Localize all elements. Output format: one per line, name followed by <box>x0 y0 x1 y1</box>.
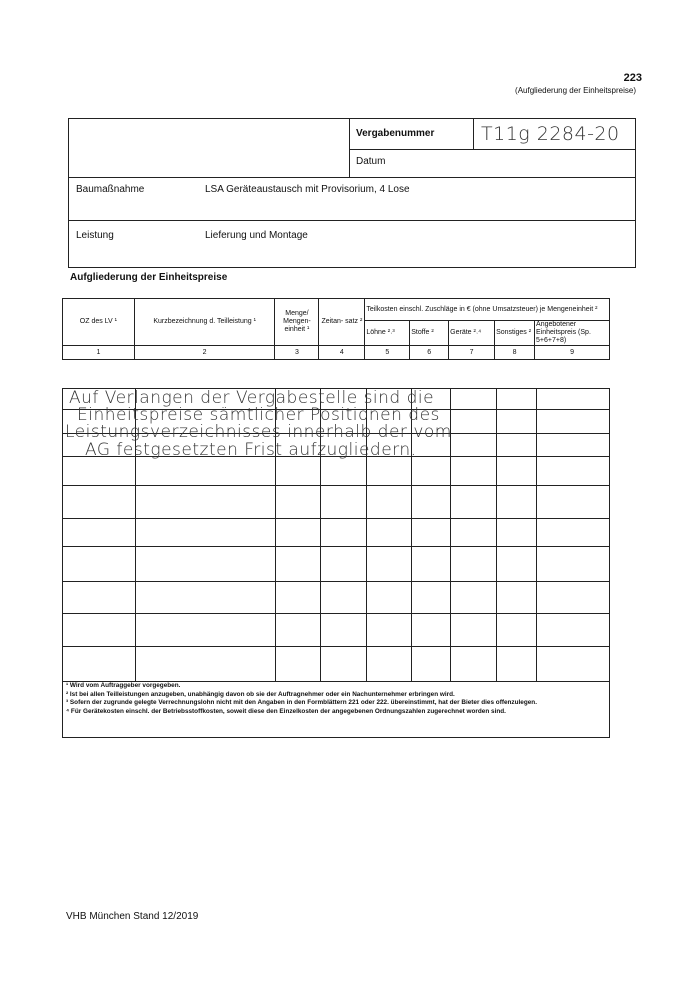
vergabenummer-value: T11g 2284-20 <box>481 123 620 145</box>
footnote-1: ¹ Wird vom Auftraggeber vorgegeben. <box>66 682 181 689</box>
col-angebot-header: Angebotener Einheitspreis (Sp. 5+6+7+8) <box>535 321 610 346</box>
col-number-8: 8 <box>495 346 535 360</box>
datum-label: Datum <box>356 156 386 167</box>
col-number-4: 4 <box>319 346 365 360</box>
breakdown-header-table <box>62 298 610 360</box>
handwritten-line-3: Leistungsverzeichnisses innerhalb der vom <box>65 422 452 442</box>
col-oz-header: OZ des LV ¹ <box>63 299 135 346</box>
col-zeit-header: Zeitan- satz ² <box>319 299 365 346</box>
col-number-9: 9 <box>535 346 610 360</box>
vergabenummer-label: Vergabenummer <box>356 128 435 139</box>
col-number-2: 2 <box>134 346 275 360</box>
col-number-7: 7 <box>449 346 495 360</box>
leistung-label: Leistung <box>76 230 114 241</box>
form-number: 223 <box>623 72 642 84</box>
col-loehne-header: Löhne ²˒³ <box>365 321 410 346</box>
col-menge-header: Menge/ Mengen- einheit ¹ <box>275 299 319 346</box>
handwritten-line-2: Einheitspreise sämtlicher Positionen des <box>77 405 440 425</box>
col-geraete-header: Geräte ²˒⁴ <box>449 321 495 346</box>
section-title: Aufgliederung der Einheitspreise <box>70 272 228 283</box>
header-box <box>68 118 636 268</box>
col-number-6: 6 <box>410 346 449 360</box>
col-sonstiges-header: Sonstiges ² <box>495 321 535 346</box>
handwritten-line-4: AG festgesetzten Frist aufzugliedern. <box>85 440 417 460</box>
baumassnahme-value: LSA Geräteaustausch mit Provisorium, 4 Lose <box>205 184 410 195</box>
footnote-2: ² Ist bei allen Teilleistungen anzugeben, unabhängig davon ob sie der Auftragnehmer oder ein Nachunternehmer erbringen wird. <box>66 690 455 698</box>
page-footer: VHB München Stand 12/2019 <box>66 911 199 922</box>
footnote-3: ³ Sofern der zugrunde gelegte Verrechnungslohn nicht mit den Angaben in den Formblättern 221 oder 222. übereinstimmt, hat der Bieter dies offenzulegen. <box>66 699 537 706</box>
col-stoffe-header: Stoffe ² <box>410 321 449 346</box>
footnotes <box>66 682 606 716</box>
col-number-1: 1 <box>63 346 135 360</box>
col-kurz-header: Kurzbezeichnung d. Teilleistung ¹ <box>134 299 275 346</box>
col-number-5: 5 <box>365 346 410 360</box>
baumassnahme-label: Baumaßnahme <box>76 184 145 195</box>
form-subtitle: (Aufgliederung der Einheitspreise) <box>515 86 636 95</box>
col-teilkosten-header: Teilkosten einschl. Zuschläge in € (ohne Umsatzsteuer) je Mengeneinheit ² <box>365 299 610 321</box>
footnote-4: ⁴ Für Gerätekosten einschl. der Betriebsstoffkosten, soweit diese den Einzelkosten der angegebenen Ordnungszahlen zugerechnet worden sind. <box>66 707 506 715</box>
col-number-3: 3 <box>275 346 319 360</box>
leistung-value: Lieferung und Montage <box>205 230 308 241</box>
handwritten-line-1: Auf Verlangen der Vergabestelle sind die <box>69 388 435 408</box>
